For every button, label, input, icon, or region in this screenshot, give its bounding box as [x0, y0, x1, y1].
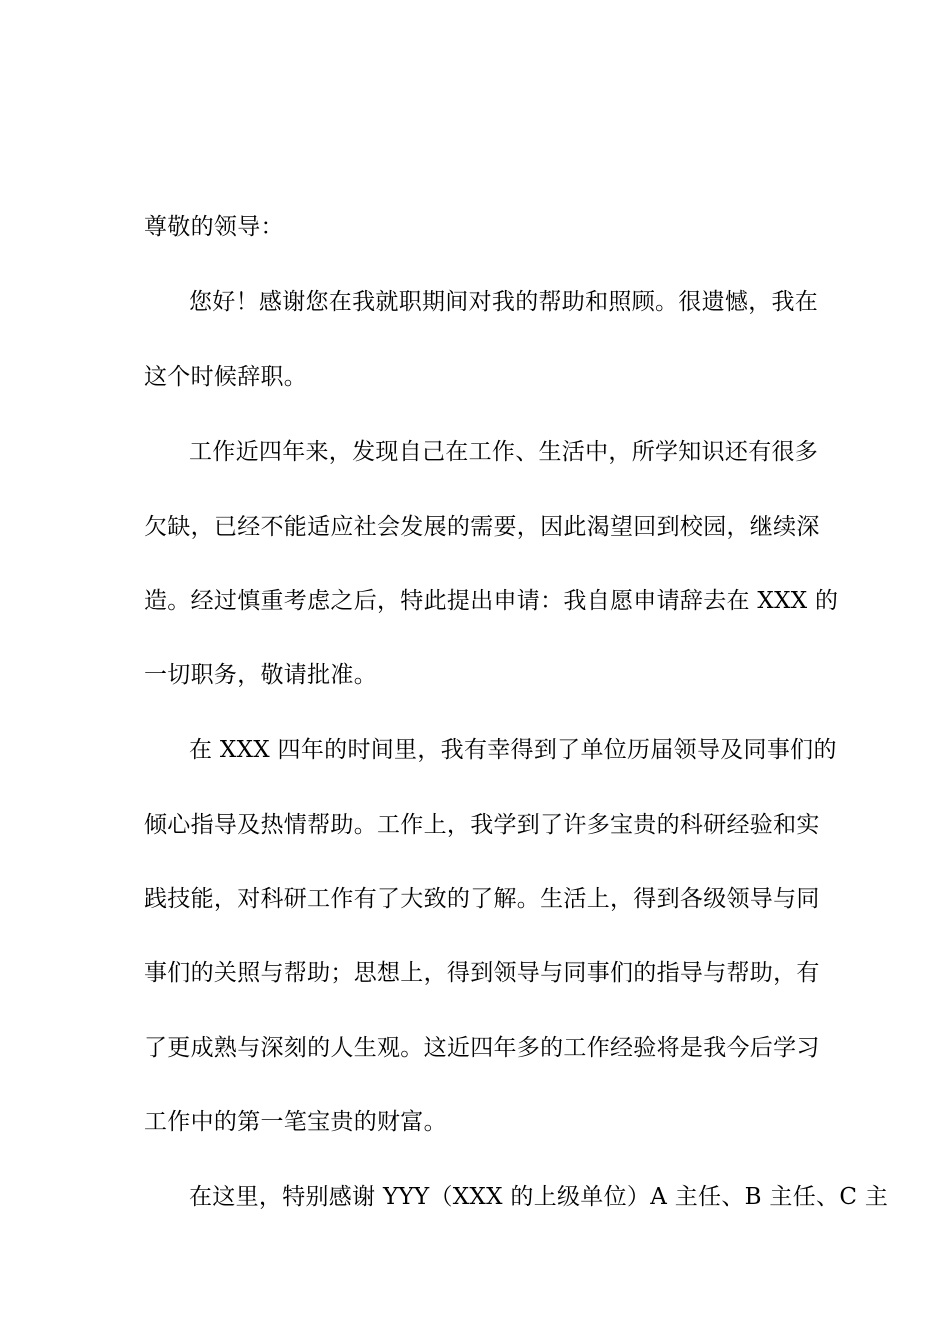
text-line: 在 XXX 四年的时间里，我有幸得到了单位历届领导及同事们的: [189, 737, 837, 763]
text-line: 践技能，对科研工作有了大致的了解。生活上，得到各级领导与同: [144, 886, 820, 912]
text-line: 工作近四年来，发现自己在工作、生活中，所学知识还有很多: [189, 439, 819, 465]
text-line: 这个时候辞职。: [144, 364, 308, 390]
salutation: 尊敬的领导：: [144, 214, 284, 240]
text-line: 在这里，特别感谢 YYY（XXX 的上级单位）A 主任、B 主任、C 主: [189, 1184, 889, 1210]
text-line: 欠缺，已经不能适应社会发展的需要，因此渴望回到校园，继续深: [144, 514, 820, 540]
text-line: 事们的关照与帮助；思想上，得到领导与同事们的指导与帮助，有: [144, 960, 820, 986]
text-line: 一切职务，敬请批准。: [144, 662, 377, 688]
text-line: 造。经过慎重考虑之后，特此提出申请：我自愿申请辞去在 XXX 的: [144, 588, 839, 614]
text-line: 了更成熟与深刻的人生观。这近四年多的工作经验将是我今后学习: [144, 1035, 820, 1061]
text-line: 倾心指导及热情帮助。工作上，我学到了许多宝贵的科研经验和实: [144, 812, 820, 838]
text-line: 工作中的第一笔宝贵的财富。: [144, 1109, 447, 1135]
text-line: 您好！感谢您在我就职期间对我的帮助和照顾。很遗憾，我在: [189, 289, 819, 315]
